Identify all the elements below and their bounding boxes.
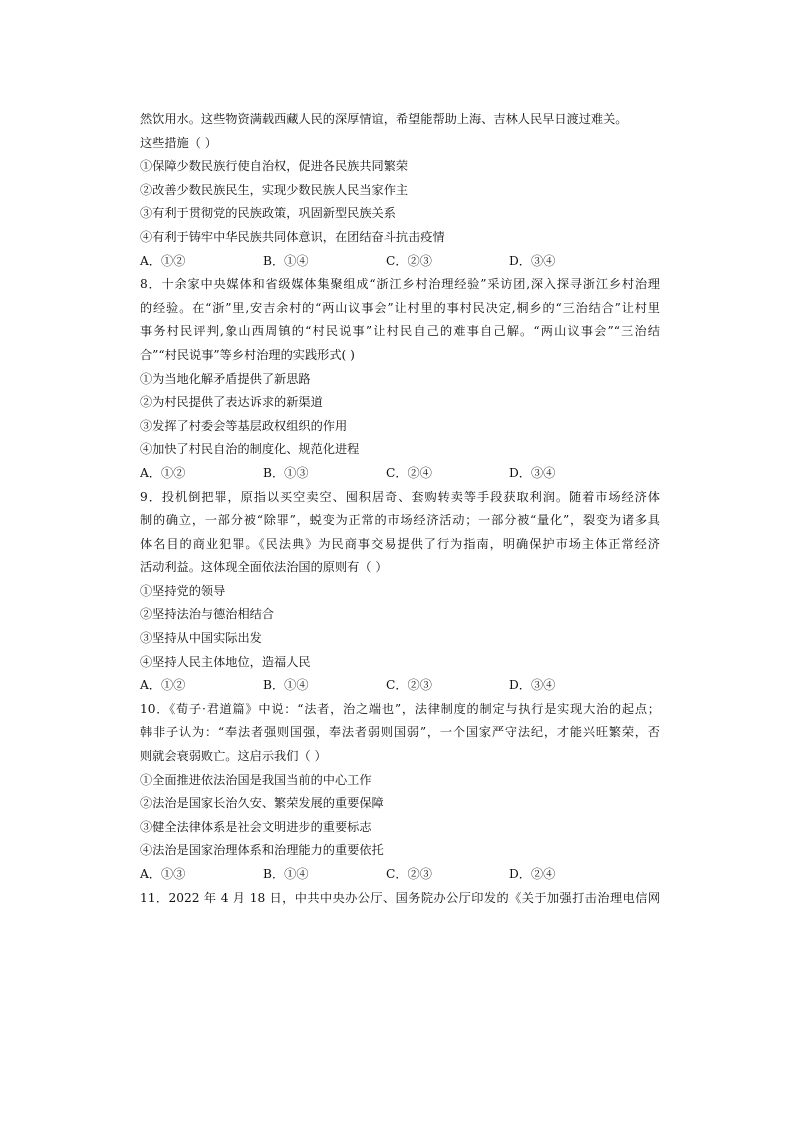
statement-item: ②法治是国家长治久安、繁荣发展的重要保障: [140, 796, 384, 811]
statement-item: ②改善少数民族民生，实现少数民族人民当家作主: [140, 182, 409, 197]
statement-item: ③健全法律体系是社会文明进步的重要标志: [140, 819, 372, 834]
question-11: [140, 887, 660, 911]
question-10: [140, 698, 660, 887]
option-b: B．①④: [263, 867, 309, 881]
statement-item: ④有利于铸牢中华民族共同体意识，在团结奋斗抗击疫情: [140, 229, 445, 244]
option-a: A．①③: [140, 867, 186, 881]
question-stem-line: 活动利益。这体现全面依法治国的原则有（ ）: [140, 560, 388, 575]
question-stem-line: 则就会衰弱败亡。这启示我们（ ）: [140, 749, 327, 764]
exam-page: [140, 108, 660, 910]
question-stem-line: 9．投机倒把罪，原指以买空卖空、囤积居奇、套购转卖等手段获取利润。随着市场经济体: [140, 489, 660, 504]
option-c: C．②③: [386, 867, 432, 881]
option-a: A．①②: [140, 465, 186, 480]
statement-item: ④法治是国家治理体系和治理能力的重要依托: [140, 843, 384, 858]
option-c: C．②④: [386, 465, 432, 480]
option-d: D．③④: [509, 678, 556, 693]
option-a: A．①②: [140, 253, 186, 268]
option-c: C．②③: [386, 253, 432, 268]
statement-item: ②为村民提供了表达诉求的新渠道: [140, 395, 323, 410]
statement-item: ②坚持法治与德治相结合: [140, 607, 275, 622]
statement-item: ④加快了村民自治的制度化、规范化进程: [140, 442, 360, 457]
option-d: D．③④: [509, 253, 556, 268]
statement-item: ①坚持党的领导: [140, 583, 226, 598]
statement-item: ①保障少数民族行使自治权，促进各民族共同繁荣: [140, 159, 409, 174]
question-stem-line: 事务村民评判,象山西周镇的“村民说事”让村民自己的难事自己解。“两山议事会”“三治结: [140, 324, 660, 339]
question-stem-line: 8．十余家中央媒体和省级媒体集聚组成“浙江乡村治理经验”采访团,深入探寻浙江乡村治理: [140, 277, 660, 292]
answer-options: [140, 250, 660, 274]
answer-options: [140, 863, 660, 887]
option-c: C．②③: [386, 678, 432, 693]
statement-item: ③发挥了村委会等基层政权组织的作用: [140, 418, 348, 433]
statement-item: ③有利于贯彻党的民族政策，巩固新型民族关系: [140, 206, 396, 221]
statement-item: ①全面推进依法治国是我国当前的中心工作: [140, 772, 372, 787]
question-stem-line: 这些措施（ ）: [140, 135, 217, 150]
option-b: B．①④: [263, 678, 309, 693]
question-stem-line: 然饮用水。这些物资满载西藏人民的深厚情谊，希望能帮助上海、吉林人民早日渡过难关。: [140, 112, 628, 126]
answer-options: [140, 462, 660, 486]
option-b: B．①③: [263, 465, 309, 480]
question-stem-line: 11．2022 年 4 月 18 日，中共中央办公厅、国务院办公厅印发的《关于加强打击治理电信网: [140, 890, 660, 905]
option-d: D．②④: [509, 867, 556, 881]
question-stem-line: 合”“村民说事”等乡村治理的实践形式( ): [140, 347, 355, 362]
statement-item: ①为当地化解矛盾提供了新思路: [140, 371, 311, 386]
question-stem-line: 制的确立，一部分被“除罪”，蜕变为正常的市场经济活动；一部分被“量化”，裂变为诸多具: [140, 513, 660, 528]
question-7: [140, 108, 660, 273]
question-stem-line: 的经验。在“浙”里,安吉余村的“两山议事会”让村里的事村民决定,桐乡的“三治结合”让村里: [140, 300, 660, 315]
option-a: A．①②: [140, 678, 186, 693]
statement-item: ③坚持从中国实际出发: [140, 631, 262, 646]
question-stem-line: 体名目的商业犯罪。《民法典》为民商事交易提供了行为指南，明确保护市场主体正常经济: [140, 536, 660, 551]
option-b: B．①④: [263, 253, 309, 268]
answer-options: [140, 674, 660, 698]
statement-item: ④坚持人民主体地位，造福人民: [140, 654, 311, 669]
question-stem-line: 韩非子认为：“奉法者强则国强，奉法者弱则国弱”，一个国家严守法纪，才能兴旺繁荣，否: [140, 725, 660, 740]
question-9: [140, 486, 660, 698]
question-stem-line: 10．《荀子·君道篇》中说：“法者，治之端也”，法律制度的制定与执行是实现大治的起点；: [140, 701, 660, 716]
option-d: D．③④: [509, 465, 556, 480]
question-8: [140, 273, 660, 485]
